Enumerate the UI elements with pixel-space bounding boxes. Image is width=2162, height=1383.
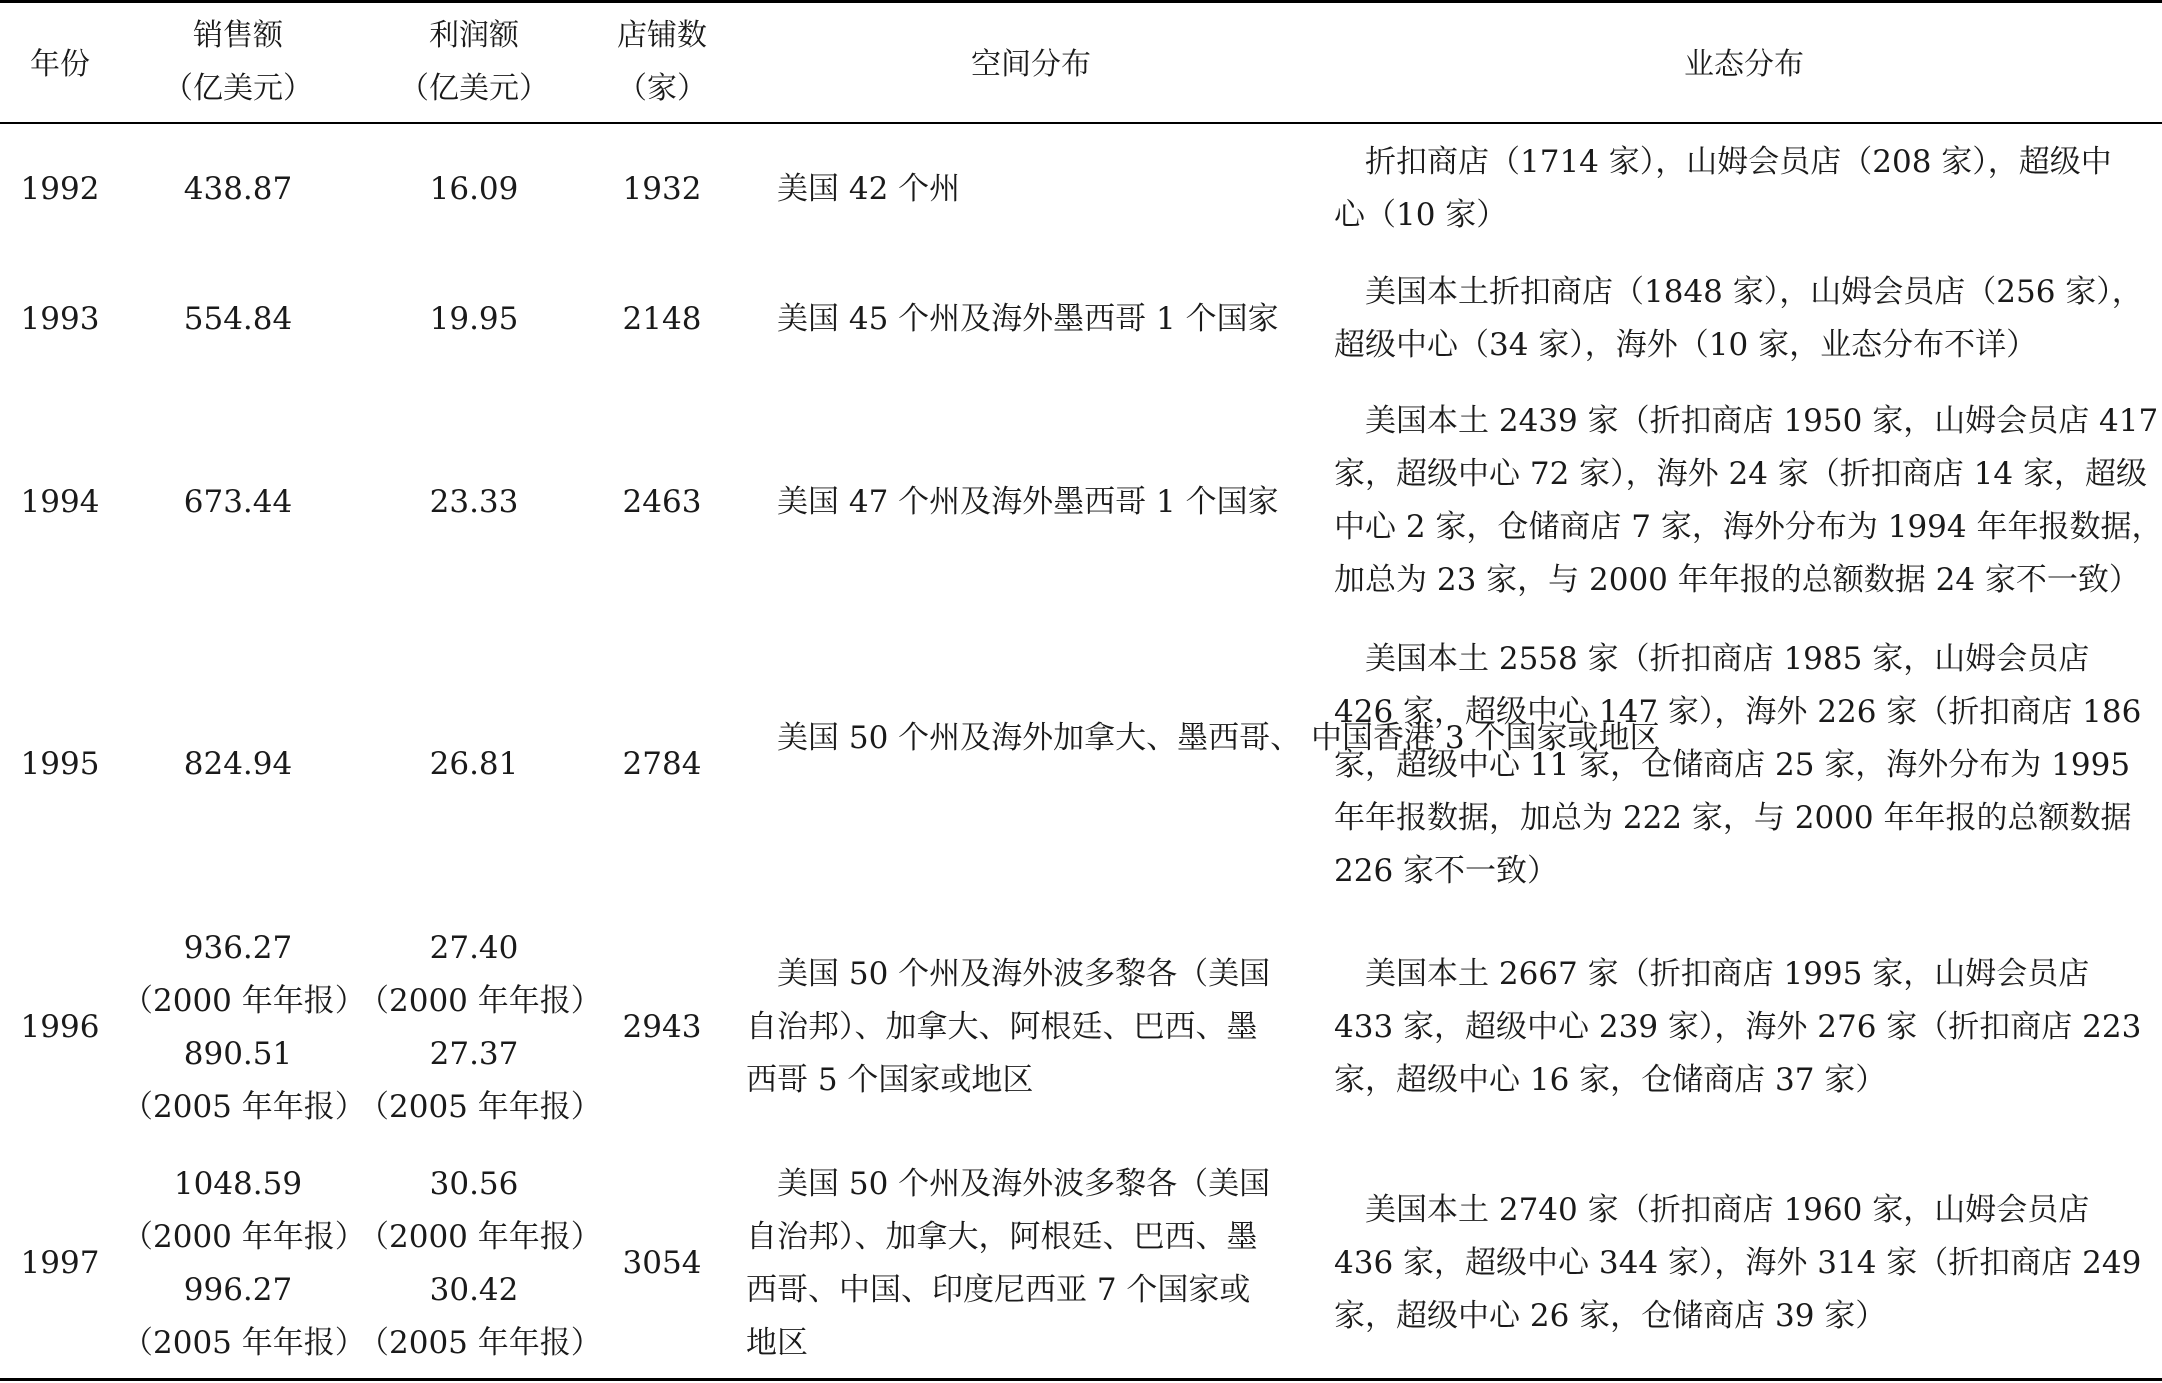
cell-space [746, 1158, 1316, 1370]
cell-year: 1994 [20, 484, 100, 520]
cell-text-line: 890.51 [183, 1036, 293, 1072]
cell-text-line: 美国 50 个州及海外加拿大、墨西哥、 [777, 720, 1302, 756]
cell-year: 1997 [20, 1245, 100, 1281]
cell-text-line: 27.40 [429, 930, 519, 966]
cell-text-line: （2000 年年报） [122, 1219, 366, 1255]
cell-space [746, 948, 1316, 1107]
cell-text-line: 自治邦）、加拿大、阿根廷、巴西、墨 [746, 1009, 1258, 1045]
cell-space [746, 712, 1661, 765]
cell-text-line: （2005 年年报） [358, 1089, 602, 1125]
cell-text-line: 30.42 [429, 1272, 519, 1308]
cell-profit: 23.33 [429, 484, 519, 520]
cell-format [1334, 136, 2154, 242]
header-stores [594, 9, 730, 115]
header-sales-label: 销售额 [193, 18, 283, 53]
header-stores-unit: （家） [617, 71, 707, 106]
cell-sales: 554.84 [183, 301, 293, 337]
cell-text-line: （2005 年年报） [122, 1325, 366, 1361]
cell-sales [122, 922, 366, 1134]
cell-text-line: 936.27 [183, 930, 293, 966]
cell-text-line: 地区 [746, 1325, 808, 1361]
cell-text-line: 中国香港 3 个国家或地区 [1311, 720, 1661, 756]
cell-stores: 3054 [622, 1245, 702, 1281]
cell-format [1334, 395, 2162, 607]
cell-text-line: （2000 年年报） [358, 983, 602, 1019]
header-profit-unit: （亿美元） [399, 71, 549, 106]
cell-text-line: 美国 45 个州及海外墨西哥 1 个国家 [777, 301, 1279, 337]
table-header-rule [0, 122, 2162, 124]
cell-text-line: 自治邦）、加拿大，阿根廷、巴西、墨 [746, 1219, 1258, 1255]
cell-text-line: 西哥 5 个国家或地区 [746, 1062, 1034, 1098]
cell-stores: 1932 [622, 171, 702, 207]
cell-text-line: 中心 2 家，仓储商店 7 家，海外分布为 1994 年年报数据， [1334, 509, 2162, 545]
cell-sales: 824.94 [183, 746, 293, 782]
cell-text-line: 996.27 [183, 1272, 293, 1308]
cell-text-line: 年年报数据，加总为 222 家，与 2000 年年报的总额数据 [1334, 800, 2132, 836]
cell-text-line: 436 家，超级中心 344 家），海外 314 家（折扣商店 249 [1334, 1245, 2142, 1281]
cell-profit: 19.95 [429, 301, 519, 337]
cell-space [746, 163, 1316, 216]
cell-text-line: 折扣商店（1714 家），山姆会员店（208 家），超级中 [1365, 144, 2112, 180]
cell-text-line: 家，超级中心 26 家，仓储商店 39 家） [1334, 1298, 1887, 1334]
cell-format [1334, 266, 2154, 372]
cell-profit: 26.81 [429, 746, 519, 782]
cell-space [746, 476, 1316, 529]
header-profit [358, 9, 590, 115]
cell-text-line: 家，超级中心 16 家，仓储商店 37 家） [1334, 1062, 1887, 1098]
cell-text-line: （2000 年年报） [358, 1219, 602, 1255]
cell-sales: 673.44 [183, 484, 293, 520]
cell-sales: 438.87 [183, 171, 293, 207]
cell-profit: 16.09 [429, 171, 519, 207]
header-year: 年份 [30, 47, 90, 82]
cell-year: 1995 [20, 746, 100, 782]
cell-stores: 2148 [622, 301, 702, 337]
cell-text-line: 心（10 家） [1334, 197, 1508, 233]
cell-text-line: （2005 年年报） [122, 1089, 366, 1125]
cell-text-line: 加总为 23 家，与 2000 年年报的总额数据 24 家不一致） [1334, 562, 2140, 598]
cell-text-line: 27.37 [429, 1036, 519, 1072]
cell-profit [358, 922, 602, 1134]
cell-text-line: 西哥、中国、印度尼西亚 7 个国家或 [746, 1272, 1251, 1308]
cell-space [746, 293, 1316, 346]
cell-text-line: 家，超级中心 11 家，仓储商店 25 家，海外分布为 1995 [1334, 747, 2131, 783]
cell-format [1334, 1184, 2154, 1343]
cell-year: 1992 [20, 171, 100, 207]
header-sales [122, 9, 354, 115]
cell-text-line: 美国 50 个州及海外波多黎各（美国 [777, 956, 1271, 992]
cell-text-line: 超级中心（34 家），海外（10 家，业态分布不详） [1334, 327, 2038, 363]
table-bottom-rule [0, 1378, 2162, 1381]
cell-stores: 2784 [622, 746, 702, 782]
cell-text-line: 美国 50 个州及海外波多黎各（美国 [777, 1166, 1271, 1202]
header-sales-unit: （亿美元） [163, 71, 313, 106]
cell-text-line: 433 家，超级中心 239 家），海外 276 家（折扣商店 223 [1334, 1009, 2142, 1045]
cell-stores: 2463 [622, 484, 702, 520]
cell-text-line: 美国本土 2558 家（折扣商店 1985 家，山姆会员店 [1365, 641, 2090, 677]
cell-text-line: 美国 47 个州及海外墨西哥 1 个国家 [777, 484, 1279, 520]
cell-sales [122, 1158, 366, 1370]
cell-text-line: 30.56 [429, 1166, 519, 1202]
header-profit-label: 利润额 [429, 18, 519, 53]
cell-text-line: 1048.59 [173, 1166, 303, 1202]
cell-text-line: 美国 42 个州 [777, 171, 961, 207]
cell-stores: 2943 [622, 1009, 702, 1045]
cell-format [1334, 948, 2154, 1107]
header-space: 空间分布 [971, 47, 1091, 82]
cell-text-line: 美国本土折扣商店（1848 家），山姆会员店（256 家）， [1365, 274, 2143, 310]
cell-profit [358, 1158, 602, 1370]
cell-year: 1993 [20, 301, 100, 337]
cell-text-line: 家，超级中心 72 家），海外 24 家（折扣商店 14 家，超级 [1334, 456, 2147, 492]
cell-text-line: 美国本土 2740 家（折扣商店 1960 家，山姆会员店 [1365, 1192, 2090, 1228]
header-stores-label: 店铺数 [617, 18, 707, 53]
cell-text-line: 226 家不一致） [1334, 853, 1559, 889]
header-format: 业态分布 [1684, 47, 1804, 82]
cell-text-line: 美国本土 2667 家（折扣商店 1995 家，山姆会员店 [1365, 956, 2090, 992]
cell-text-line: （2000 年年报） [122, 983, 366, 1019]
cell-text-line: 美国本土 2439 家（折扣商店 1950 家，山姆会员店 417 [1365, 403, 2159, 439]
cell-text-line: 426 家，超级中心 147 家），海外 226 家（折扣商店 186 [1334, 694, 2142, 730]
table-top-rule [0, 0, 2162, 3]
cell-text-line: （2005 年年报） [358, 1325, 602, 1361]
cell-format [1334, 633, 2154, 898]
cell-year: 1996 [20, 1009, 100, 1045]
